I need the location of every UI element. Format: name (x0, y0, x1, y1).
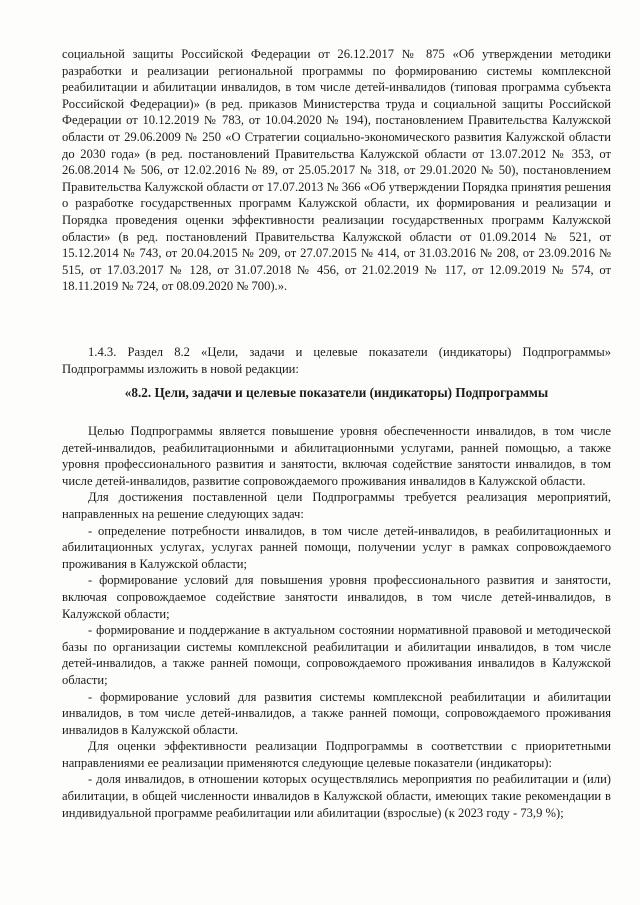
amendment-paragraph: 1.4.3. Раздел 8.2 «Цели, задачи и целевые показатели (индикаторы) Подпрограммы» Подпрограммы изложить в новой редакции: (62, 345, 611, 376)
amendment-section (62, 344, 611, 377)
tasks-intro-paragraph: Для достижения поставленной цели Подпрограммы требуется реализация мероприятий, направленных на решение следующих задач: (62, 490, 611, 521)
section-heading: «8.2. Цели, задачи и целевые показатели (индикаторы) Подпрограммы (124, 385, 549, 400)
legal-references-section (62, 46, 611, 295)
indicator-item: - доля инвалидов, в отношении которых осуществлялись мероприятия по реабилитации и (или) абилитации, в общей численности инвалидов в Калужской области, имеющих такие рекомендации в индивидуальной программе реабилитации или абилитации (взрослые) (к 2023 году - 73,9 %); (62, 772, 611, 820)
task-item: - определение потребности инвалидов, в том числе детей-инвалидов, в реабилитационных и абилитационных услугах, услугах ранней помощи, получении услуг в рамках сопровождаемого проживания в Калужской области; (62, 523, 611, 571)
indicators-intro-paragraph: Для оценки эффективности реализации Подпрограммы в соответствии с приоритетными направлениями ее реализации применяются следующие целевые показатели (индикаторы): (62, 739, 611, 770)
goal-paragraph: Целью Подпрограммы является повышение уровня обеспеченности инвалидов, в том числе детей-инвалидов, реабилитационными и абилитационными услугами, ранней помощью, а также уровня профессионального развития и занятости, включая содействие занятости инвалидов, в том числе детей-инвалидов, развитие сопровождаемого проживания инвалидов в Калужской области. (62, 424, 611, 488)
task-item: - формирование и поддержание в актуальном состоянии нормативной правовой и методической базы по организации системы комплексной реабилитации и абилитации инвалидов, в том числе детей-инвалидов, а также ранней помощи, сопровождаемого проживания инвалидов в Калужской области; (62, 623, 611, 687)
legal-references-paragraph: социальной защиты Российской Федерации от 26.12.2017 № 875 «Об утверждении методики разработки и реализации региональной программы по формированию системы комплексной реабилитации и абилитации инвалидов, в том числе детей-инвалидов (типовая программа субъекта Российской Федерации)» (в ред. приказов Министерства труда и социальной защиты Российской Федерации от 10.12.2019 № 783, от 10.04.2020 № 194), постановлением Правительства Калужской области от 29.06.2009 № 250 «О Стратегии социально-экономического развития Калужской области до 2030 года» (в ред. постановлений Правительства Калужской области от 13.07.2012 № 353, от 26.08.2014 № 506, от 12.02.2016 № 89, от 25.05.2017 № 318, от 29.01.2020 № 50), постановлением Правительства Калужской области от 17.07.2013 № 366 «Об утверждении Порядка принятия решения о разработке государственных программ Калужской области, их формирования и реализации и Порядка проведения оценки эффективности реализации государственных программ Калужской области» (в ред. постановлений Правительства Калужской области от 01.09.2014 № 521, от 15.12.2014 № 743, от 20.04.2015 № 209, от 27.07.2015 № 414, от 31.03.2016 № 208, от 23.09.2016 № 515, от 17.03.2017 № 128, от 31.07.2018 № 456, от 21.02.2019 № 117, от 12.09.2019 № 574, от 18.11.2019 № 724, от 08.09.2020 № 700).». (62, 47, 611, 294)
task-item: - формирование условий для развития системы комплексной реабилитации и абилитации инвалидов, в том числе детей-инвалидов, а также ранней помощи, сопровождаемого проживания инвалидов в Калужской области. (62, 689, 611, 737)
task-item: - формирование условий для повышения уровня профессионального развития и занятости, включая сопровождаемое содействие занятости инвалидов, в том числе детей-инвалидов, в Калужской области; (62, 573, 611, 621)
section-body (62, 423, 611, 821)
